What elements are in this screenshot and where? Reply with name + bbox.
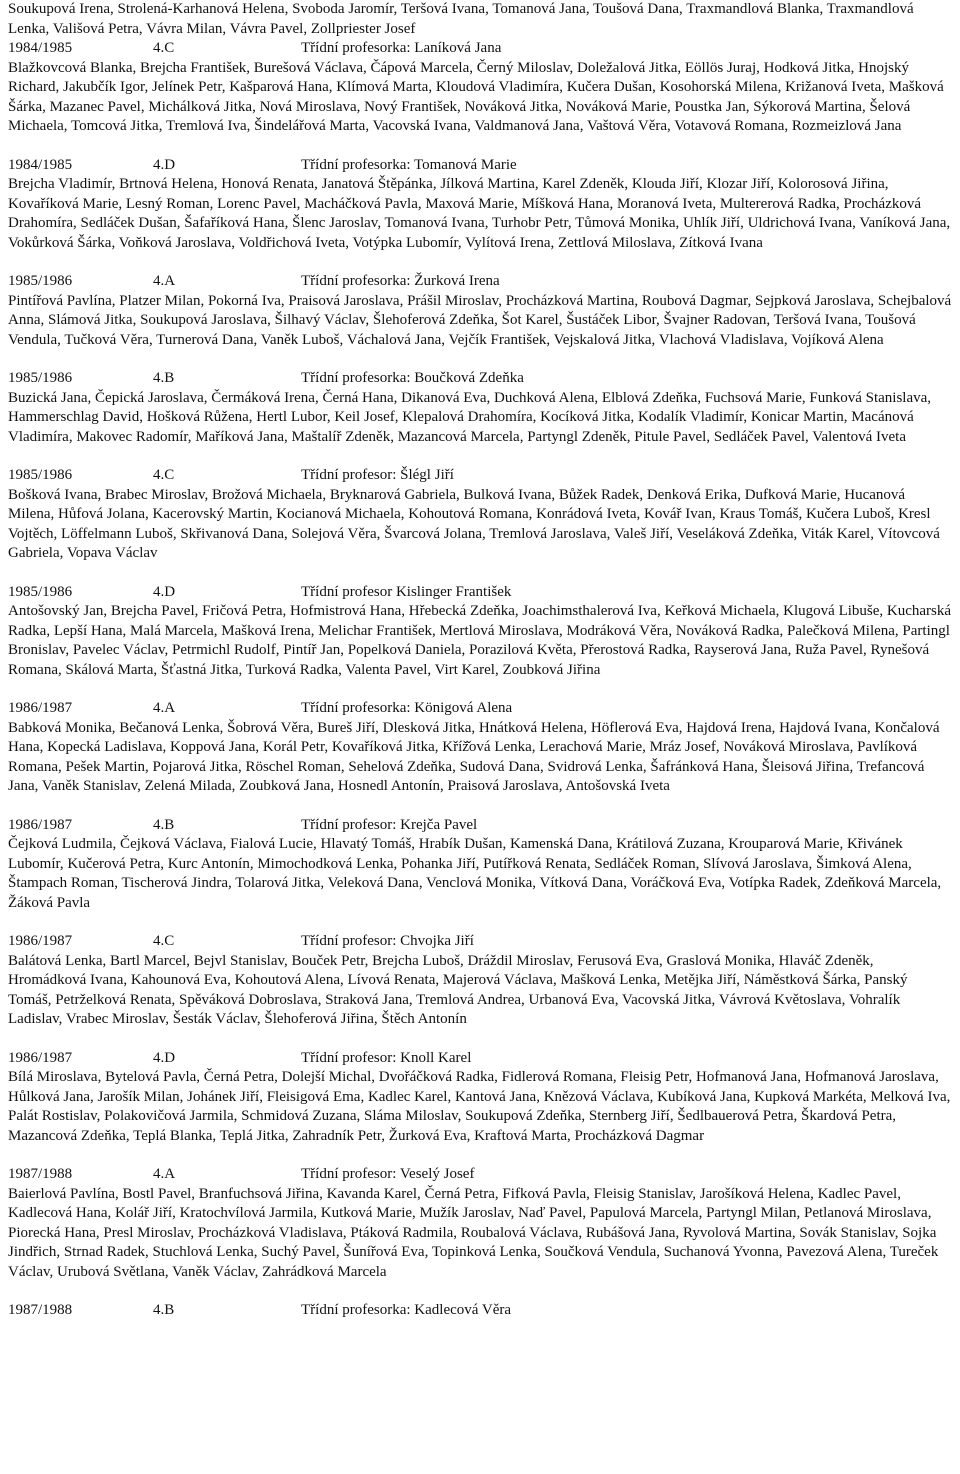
student-names: Blažkovcová Blanka, Brejcha František, Burešová Václava, Čápová Marcela, Černý Miloslav, Doležalová Jitka, Eöllös Juraj, Hodková Jitka, Hnojský Richard, Jakubčík Igor, Jelínek Petr, Kašparová Hana, Klímová Marta, Kloudová Vladimíra, Kučera Dušan, Kosohorská Milena, Križanová Iveta, Mašková Šárka, Mazanec Pavel, Michálková Jitka, Nová Miroslava, Nový František, Nováková Jitka, Nováková Marie, Poustka Jan, Sýkorová Martina, Šelová Michaela, Tomcová Jitka, Tremlová Iva, Šindelářová Marta, Vacovská Ivana, Valdmanová Jana, Vaštová Věra, Votavová Romana, Rozmeizlová Jana [8,59,944,134]
class-label: 4.C [153,467,175,483]
class-teacher: Třídní profesor Kislinger František [301,583,512,600]
class-section [8,39,952,137]
student-names: Antošovský Jan, Brejcha Pavel, Fričová Petra, Hofmistrová Hana, Hřebecká Zdeňka, Joachimsthalerová Iva, Keřková Michaela, Klugová Libuše, Kucharská Radka, Lepší Hana, Malá Marcela, Mašková Irena, Melichar František, Mertlová Miroslava, Modráková Věra, Nováková Radka, Palečková Milena, Partingl Bronislav, Pavelec Václav, Petrmichl Rudolf, Pintíř Jan, Popelková Daniela, Porazilová Květa, Přerostová Radka, Rayserová Jana, Ruža Pavel, Rynešová Romana, Skálová Marta, Šťastná Jitka, Turková Radka, Valenta Pavel, Virt Karel, Zoubková Jiřina [8,603,952,678]
student-names: Pintířová Pavlína, Platzer Milan, Pokorná Iva, Praisová Jaroslava, Prášil Miroslav, Procházková Martina, Roubová Dagmar, Sejpková Jaroslava, Schejbalová Anna, Slámová Jitka, Soukupová Jaroslava, Šilhavý Václav, Šlehoferová Zdeňka, Šot Karel, Šustáček Libor, Švajner Radovan, Teršová Ivana, Toušová Vendula, Tučková Věra, Turnerová Dana, Vaněk Luboš, Váchalová Jana, Vejčík František, Vejskalová Jitka, Vlachová Vladislava, Vojíková Alena [8,292,952,348]
school-year: 1985/1986 [8,370,73,386]
class-header [8,156,952,176]
class-teacher: Třídní profesor: Chvojka Jiří [301,933,474,949]
class-header [8,583,952,603]
class-teacher: Třídní profesorka: Kadlecová Věra [301,1302,512,1318]
class-header [8,39,952,59]
class-teacher: Třídní profesor: Krejča Pavel [301,816,478,833]
class-teacher: Třídní profesorka: Boučková Zdeňka [301,370,524,386]
school-year: 1986/1987 [8,700,73,716]
class-section [8,816,952,914]
class-header [8,816,952,836]
class-teacher: Třídní profesorka: Tomanová Marie [301,156,517,173]
class-label: 4.D [153,1049,176,1066]
school-year: 1984/1985 [8,40,73,56]
class-section [8,1049,952,1147]
school-year: 1985/1986 [8,583,73,600]
school-year: 1986/1987 [8,933,73,949]
class-section [8,1165,952,1282]
school-year: 1985/1986 [8,273,73,289]
school-year: 1987/1988 [8,1302,73,1318]
class-list [8,39,952,1321]
class-section [8,583,952,681]
school-year: 1986/1987 [8,1049,73,1066]
class-header [8,466,952,486]
class-header [8,1301,952,1321]
class-teacher: Třídní profesor: Knoll Karel [301,1049,472,1066]
school-year: 1986/1987 [8,816,73,833]
student-names: Bošková Ivana, Brabec Miroslav, Brožová Michaela, Bryknarová Gabriela, Bulková Ivana, Bůžek Radek, Denková Erika, Dufková Marie, Hucanová Milena, Hůfová Jolana, Kacerovský Martin, Kocianová Michaela, Kohoutová Romana, Konrádová Iveta, Kovář Ivan, Kraus Tomáš, Kučera Luboš, Kresl Vojtěch, Löffelmann Luboš, Skřivanová Dana, Solejová Věra, Švarcová Jolana, Tremlová Jaroslava, Valeš Jiří, Veseláková Zdeňka, Viták Karel, Vítovcová Gabriela, Vopava Václav [8,486,940,561]
school-year: 1984/1985 [8,156,73,173]
class-label: 4.A [153,1166,176,1182]
school-year: 1985/1986 [8,467,73,483]
class-section [8,272,952,350]
student-names: Balátová Lenka, Bartl Marcel, Bejvl Stanislav, Bouček Petr, Brejcha Luboš, Dráždil Miroslav, Ferusová Eva, Graslová Monika, Hlaváč Zdeněk, Hromádková Ivana, Kahounová Eva, Kohoutová Alena, Lívová Renata, Majerová Václava, Mašková Lenka, Metějka Jiří, Náměstková Šárka, Panský Tomáš, Petrželková Renata, Spěváková Dobroslava, Straková Jana, Tremlová Andrea, Urbanová Eva, Vacovská Jitka, Vávrová Květoslava, Vohralík Ladislav, Vrabec Miroslav, Šesták Václav, Šlehoferová Jiřina, Štěch Antonín [8,952,908,1027]
student-names: Bílá Miroslava, Bytelová Pavla, Černá Petra, Dolejší Michal, Dvořáčková Radka, Fidlerová Romana, Fleisig Petr, Hofmanová Jana, Hofmanová Jaroslava, Hůlková Jana, Jarošík Milan, Johánek Jiří, Fleisigová Ema, Kadlec Karel, Kantová Jana, Knězová Václava, Kubíková Jana, Kupková Markéta, Melková Iva, Palát Rostislav, Polakovičová Jarmila, Schmidová Zuzana, Sláma Miloslav, Soukupová Zdeňka, Sternberg Jiří, Šedlbauerová Petra, Škardová Petra, Mazancová Zdeňka, Teplá Blanka, Teplá Jitka, Zahradník Petr, Žurková Eva, Kraftová Marta, Procházková Dagmar [8,1069,951,1144]
class-label: 4.C [153,40,175,56]
class-section [8,1301,952,1321]
class-header [8,272,952,292]
student-names: Čejková Ludmila, Čejková Václava, Fialová Lucie, Hlavatý Tomáš, Hrabík Dušan, Kamenská Dana, Krátilová Zuzana, Krouparová Marie, Křivánek Lubomír, Kučerová Petra, Kurc Antonín, Mimochodková Lenka, Pohanka Jiří, Putířková Renata, Sedláček Roman, Slívová Jaroslava, Šimková Alena, Štampach Roman, Tischerová Jindra, Tolarová Jitka, Veleková Dana, Venclová Monika, Vítková Dana, Voráčková Eva, Votípka Radek, Zdeňková Marcela, Žáková Pavla [8,836,942,911]
class-label: 4.B [153,370,175,386]
class-label: 4.B [153,1302,175,1318]
class-label: 4.C [153,933,175,949]
class-label: 4.A [153,273,176,289]
class-header [8,1049,952,1069]
class-teacher: Třídní profesor: Veselý Josef [301,1166,475,1182]
class-section [8,932,952,1030]
student-names: Baierlová Pavlína, Bostl Pavel, Branfuchsová Jiřina, Kavanda Karel, Černá Petra, Fifková Pavla, Fleisig Stanislav, Jarošíková Helena, Kadlec Pavel, Kadlecová Hana, Kolář Jiří, Kratochvílová Jarmila, Kutková Marie, Mužík Jaroslav, Naď Pavel, Papulová Marcela, Partyngl Milan, Petlanová Miroslava, Piorecká Hana, Presl Miroslav, Procházková Vladislava, Ptáková Radmila, Roubalová Václava, Rubášová Jana, Ryvolová Martina, Sovák Stanislav, Sojka Jindřich, Strnad Radek, Stuchlová Lenka, Suchý Pavel, Šunířová Eva, Topinková Lenka, Součková Vendula, Suchanová Yvonna, Pavezová Alena, Tureček Václav, Urubová Světlana, Vaněk Václav, Zahrádková Marcela [8,1185,939,1280]
intro-names: Soukupová Irena, Strolená-Karhanová Helena, Svoboda Jaromír, Teršová Ivana, Tomanová Jana, Toušová Dana, Traxmandlová Blanka, Traxmandlová Lenka, Vališová Petra, Vávra Milan, Vávra Pavel, Zollpriester Josef [8,1,914,37]
class-section [8,369,952,447]
student-names: Babková Monika, Bečanová Lenka, Šobrová Věra, Bureš Jiří, Dlesková Jitka, Hnátková Helena, Höflerová Eva, Hajdová Irena, Hajdová Ivana, Končalová Hana, Kopecká Ladislava, Koppová Jana, Korál Petr, Kovaříková Jitka, Kříž̌ová Lenka, Lerachová Marie, Mráz Josef, Nováková Miroslava, Pavlíková Romana, Pešek Martin, Pojarová Jitka, Röschel Roman, Sehelová Zdeňka, Sudová Dana, Svidrová Lenka, Šafránková Hana, Šleisová Jiřina, Trefancová Jana, Vaněk Stanislav, Zelená Milada, Zoubková Jana, Hosnedl Antonín, Praisová Jaroslava, Antošovská Iveta [8,719,940,794]
class-header [8,1165,952,1185]
class-teacher: Třídní profesorka: Žurková Irena [301,273,500,289]
class-label: 4.D [153,156,176,173]
class-header [8,699,952,719]
class-header [8,369,952,389]
school-year: 1987/1988 [8,1166,73,1182]
class-section [8,466,952,564]
class-header [8,932,952,952]
class-label: 4.A [153,700,176,716]
class-section [8,699,952,797]
student-names: Buzická Jana, Čepická Jaroslava, Čermáková Irena, Černá Hana, Dikanová Eva, Duchková Alena, Elblová Zdeňka, Fuchsová Marie, Funková Stanislava, Hammerschlag David, Hošková Růžena, Hertl Lubor, Keil Josef, Klepalová Drahomíra, Kocíková Jitka, Kodalík Vladimír, Konicar Martin, Macánová Vladimíra, Makovec Radomír, Maříková Jana, Maštalíř Zdeněk, Mazancová Marcela, Partyngl Zdeněk, Pitule Pavel, Sedláček Pavel, Valentová Iveta [8,389,932,445]
class-section [8,156,952,254]
class-teacher: Třídní profesorka: Laníková Jana [301,40,502,56]
class-label: 4.D [153,583,176,600]
class-teacher: Třídní profesor: Šlégl Jiří [301,467,454,483]
class-teacher: Třídní profesorka: Königová Alena [301,700,513,716]
class-label: 4.B [153,816,175,833]
student-names: Brejcha Vladimír, Brtnová Helena, Honová Renata, Janatová Štěpánka, Jílková Martina, Karel Zdeněk, Klouda Jiří, Klozar Jiří, Kolorosová Jiřina, Kovaříková Marie, Lesný Roman, Lorenc Pavel, Macháčková Pavla, Maxová Marie, Míšková Hana, Moranová Iveta, Multererová Radka, Procházková Drahomíra, Sedláček Dušan, Šafaříková Hana, Šlenc Jaroslav, Tomanová Ivana, Turhobr Petr, Tůmová Monika, Uhlík Jiří, Uldrichová Ivana, Vaníková Jana, Vokůrková Šárka, Voňková Jaroslava, Voldřichová Iveta, Votýpka Lubomír, Vylítová Irena, Zettlová Miloslava, Zítková Ivana [8,176,951,251]
